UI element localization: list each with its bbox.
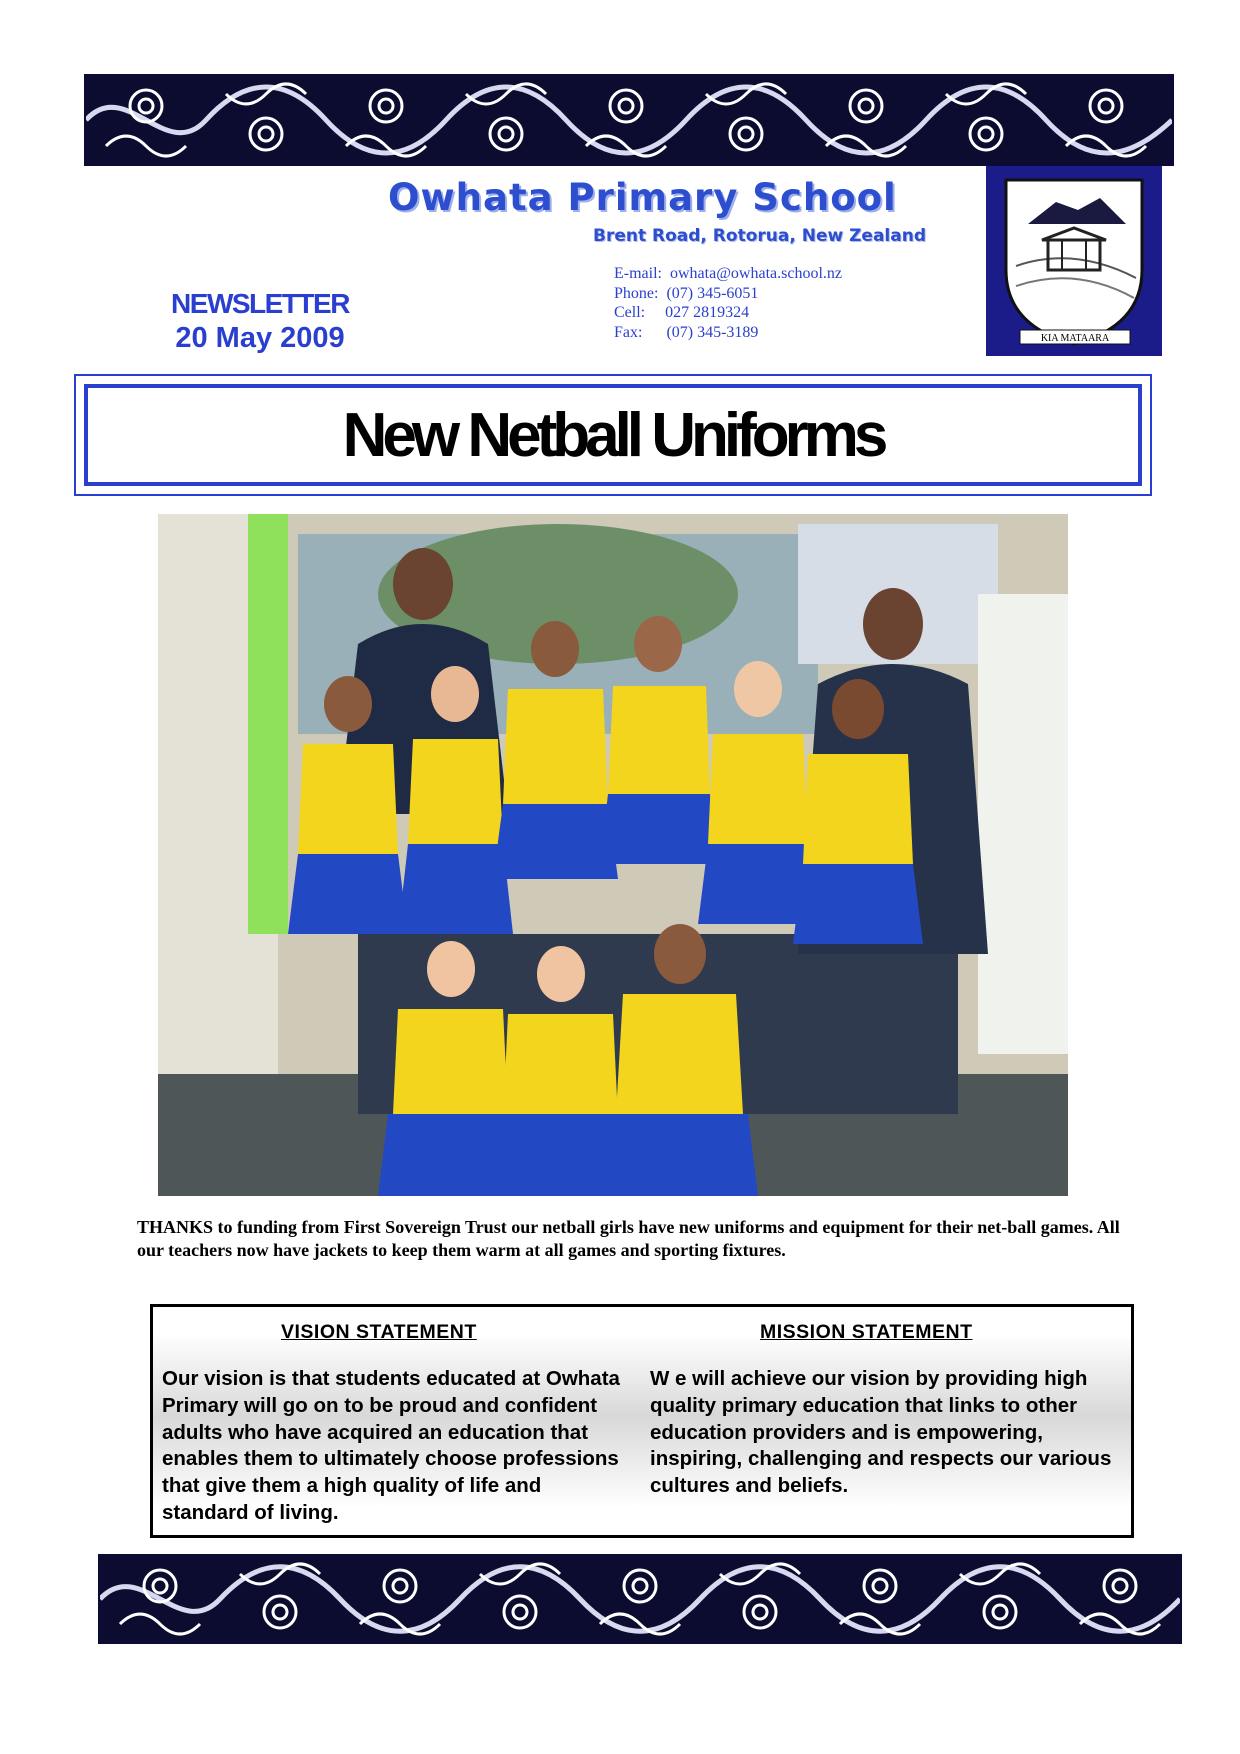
vision-title: VISION STATEMENT [281,1321,477,1343]
crest-motto: KIA MATAARA [1040,333,1110,344]
headline: New Netball Uniforms [342,401,884,470]
statements-box [150,1304,1134,1538]
photo-caption: THANKS to funding from First Sovereign Trust our netball girls have new uniforms and equipment for their net-ball games. All our teachers now have jackets to keep them warm at all games and sporting fixtures. [137,1217,1120,1260]
newsletter-label: NEWSLETTER [171,288,349,319]
kowhaiwhai-pattern-image [86,76,1172,164]
kowhaiwhai-pattern-image [100,1556,1180,1642]
top-kowhaiwhai-banner [84,74,1174,166]
contact-email[interactable]: E-mail: owhata@owhata.school.nz [614,265,842,282]
vision-column [162,1321,632,1527]
contact-fax: Fax: (07) 345-3189 [614,323,759,341]
school-address: Brent Road, Rotorua, New Zealand [593,226,926,246]
mission-column [650,1321,1130,1500]
headline-frame [74,374,1152,496]
mission-title: MISSION STATEMENT [760,1321,973,1343]
netball-team-photo [158,514,1068,1196]
mission-body: W e will achieve our vision by providing high quality primary education that links to other education providers and is empowering, inspiring, challenging and respects our various cultures and beliefs. [650,1367,1112,1498]
contact-info [614,264,842,342]
vision-body: Our vision is that students educated at Owhata Primary will go on to be proud and confident adults who have acquired an education that enables them to ultimately choose professions that give them a high quality of life and standard of living. [162,1367,620,1524]
contact-cell: Cell: 027 2819324 [614,304,750,321]
school-crest [986,166,1162,356]
team-photo-image [158,514,1068,1196]
newsletter-date: 20 May 2009 [175,322,345,354]
contact-phone: Phone: (07) 345-6051 [614,284,759,302]
school-crest-image [986,166,1162,356]
school-name: Owhata Primary School [388,176,897,219]
bottom-kowhaiwhai-banner [98,1554,1182,1644]
